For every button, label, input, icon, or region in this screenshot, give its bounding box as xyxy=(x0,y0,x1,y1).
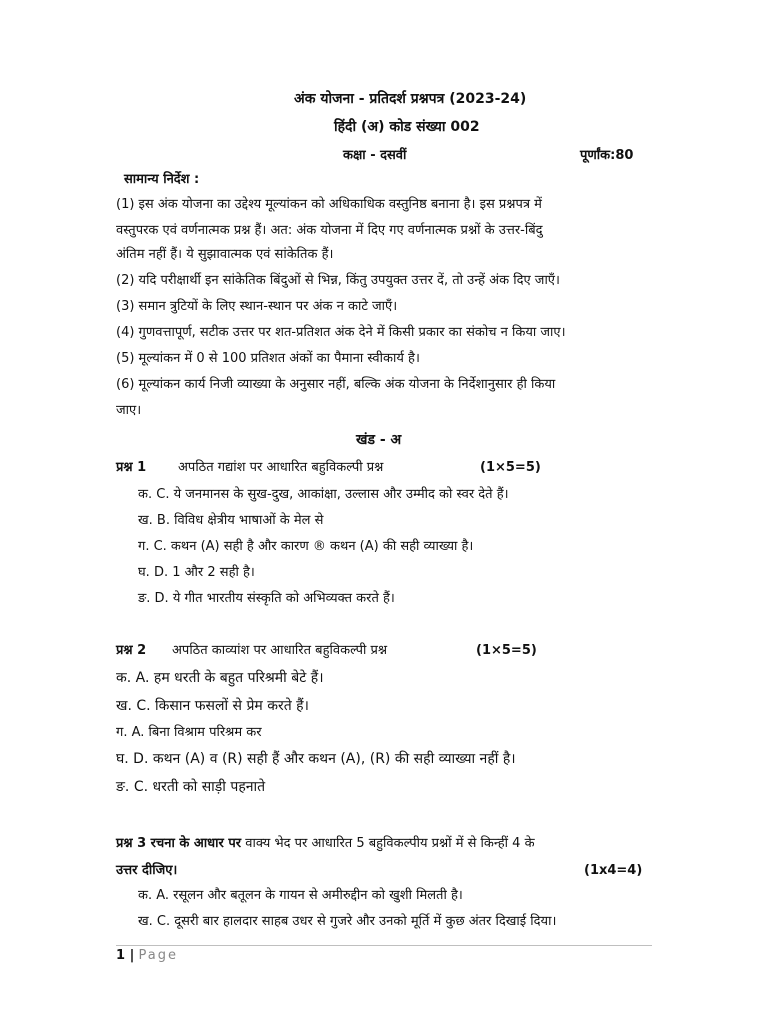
instruction-line: (4) गुणवत्तापूर्ण, सटीक उत्तर पर शत-प्रतिशत अंक देने में किसी प्रकार का संकोच न किया जाए। xyxy=(116,325,566,340)
instruction-line: (5) मूल्यांकन में 0 से 100 प्रतिशत अंकों का पैमाना स्वीकार्य है। xyxy=(116,351,420,366)
q3-label: प्रश्न 3 रचना के आधार पर xyxy=(116,836,242,851)
instruction-line: (6) मूल्यांकन कार्य निजी व्याख्या के अनुसार नहीं, बल्कि अंक योजना के निर्देशानुसार ही किया xyxy=(116,377,556,392)
instruction-line: (2) यदि परीक्षार्थी इन सांकेतिक बिंदुओं से भिन्न, किंतु उपयुक्त उत्तर दें, तो उन्हें अंक दिए जाएँ। xyxy=(116,273,560,288)
document-title: अंक योजना - प्रतिदर्श प्रश्नपत्र (2023-24) xyxy=(294,91,527,107)
q1-answer: ग. C. कथन (A) सही है और कारण ® कथन (A) की सही व्याख्या है। xyxy=(138,539,474,554)
q2-answer: क. A. हम धरती के बहुत परिश्रमी बेटे हैं। xyxy=(116,670,324,686)
q1-answer: घ. D. 1 और 2 सही है। xyxy=(138,565,255,580)
q2-title: अपठित काव्यांश पर आधारित बहुविकल्पी प्रश्न xyxy=(172,643,388,658)
q2-answer: ग. A. बिना विश्राम परिश्रम कर xyxy=(116,725,262,740)
instruction-line: (1) इस अंक योजना का उद्देश्य मूल्यांकन को अधिकाधिक वस्तुनिष्ठ बनाना है। इस प्रश्नपत्र में xyxy=(116,197,542,212)
instruction-line: अंतिम नहीं हैं। ये सुझावात्मक एवं सांकेतिक हैं। xyxy=(116,247,334,262)
q2-answer: ङ. C. धरती को साड़ी पहनाते xyxy=(116,779,266,795)
instruction-line: वस्तुपरक एवं वर्णनात्मक प्रश्न हैं। अत: अंक योजना में दिए गए वर्णनात्मक प्रश्नों के उत्तर-बिंदु xyxy=(116,223,543,238)
q1-label: प्रश्न 1 xyxy=(116,460,147,475)
q3-title-line xyxy=(116,835,535,853)
section-heading: खंड - अ xyxy=(356,432,402,448)
max-marks: पूर्णांक:80 xyxy=(580,148,634,163)
q3-answer: ख. C. दूसरी बार हालदार साहब उधर से गुजरे और उनको मूर्ति में कुछ अंतर दिखाई दिया। xyxy=(138,914,557,929)
q3-title: वाक्य भेद पर आधारित 5 बहुविकल्पीय प्रश्नों में से किन्हीं 4 के xyxy=(245,836,535,851)
q3-marks: (1x4=4) xyxy=(584,863,643,878)
q2-answer: घ. D. कथन (A) व (R) सही हैं और कथन (A), (R) की सही व्याख्या नहीं है। xyxy=(116,751,516,767)
footer-divider xyxy=(116,945,652,946)
class-label: कक्षा - दसवीं xyxy=(343,148,407,163)
q2-marks: (1×5=5) xyxy=(476,643,537,658)
q1-marks: (1×5=5) xyxy=(480,460,541,475)
page-footer xyxy=(116,948,178,963)
q1-title: अपठित गद्यांश पर आधारित बहुविकल्पी प्रश्न xyxy=(178,460,384,475)
q1-answer: ख. B. विविध क्षेत्रीय भाषाओं के मेल से xyxy=(138,513,324,528)
instruction-line: (3) समान त्रुटियों के लिए स्थान-स्थान पर अंक न काटे जाएँ। xyxy=(116,299,398,314)
page-number: 1 | xyxy=(116,948,135,963)
instructions-heading: सामान्य निर्देश : xyxy=(124,172,200,187)
q3-title-line2: उत्तर दीजिए। xyxy=(116,863,178,878)
q1-answer: ङ. D. ये गीत भारतीय संस्कृति को अभिव्यक्त करते हैं। xyxy=(138,591,395,606)
q2-label: प्रश्न 2 xyxy=(116,643,147,658)
q1-answer: क. C. ये जनमानस के सुख-दुख, आकांक्षा, उल्लास और उम्मीद को स्वर देते हैं। xyxy=(138,487,509,502)
subject-code: हिंदी (अ) कोड संख्या 002 xyxy=(334,119,480,135)
page-word: Page xyxy=(138,948,178,963)
q2-answer: ख. C. किसान फसलों से प्रेम करते हैं। xyxy=(116,698,309,714)
q3-answer: क. A. रसूलन और बतूलन के गायन से अमीरुद्दीन को खुशी मिलती है। xyxy=(138,888,463,903)
instruction-line: जाए। xyxy=(116,403,142,418)
